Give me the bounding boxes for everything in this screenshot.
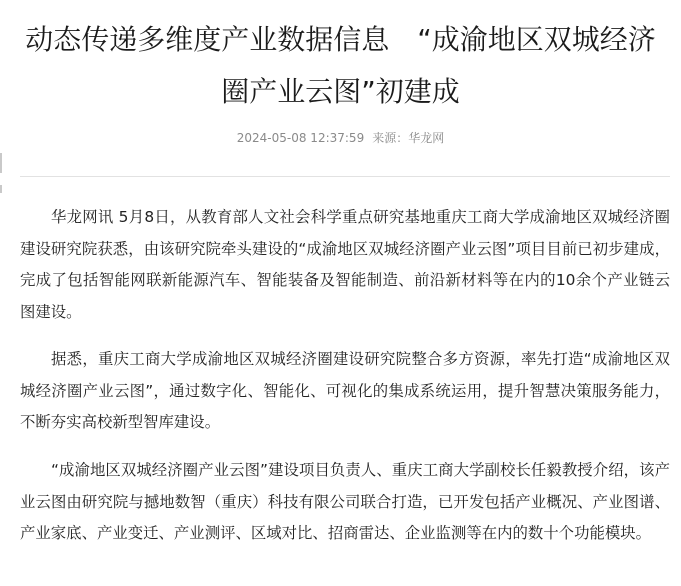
article-meta [0, 128, 681, 148]
source-name[interactable]: 华龙网 [408, 131, 445, 145]
meta-divider [20, 176, 670, 177]
article-paragraph: 据悉，重庆工商大学成渝地区双城经济圈建设研究院整合多方资源，率先打造“成渝地区双城经济圈产业云图”，通过数字化、智能化、可视化的集成系统运用，提升智慧决策服务能力，不断夯实高校新型智库建设。 [20, 350, 670, 431]
source-label: 来源： [372, 131, 409, 145]
article-paragraph: 华龙网讯 5月8日，从教育部人文社会科学重点研究基地重庆工商大学成渝地区双城经济圈建设研究院获悉，由该研究院牵头建设的“成渝地区双城经济圈产业云图”项目目前已初步建成，完成了包括智能网联新能源汽车、智能装备及智能制造、前沿新材料等在内的10余个产业链云图建设。 [20, 208, 670, 321]
article-title: 动态传递多维度产业数据信息 “成渝地区双城经济圈产业云图”初建成 [25, 23, 656, 108]
side-edge-mark [0, 185, 2, 193]
side-edge-mark [0, 153, 2, 173]
article-paragraph: “成渝地区双城经济圈产业云图”建设项目负责人、重庆工商大学副校长任毅教授介绍，该产业云图由研究院与撼地数智（重庆）科技有限公司联合打造，已开发包括产业概况、产业图谱、产业家底、产业变迁、产业测评、区域对比、招商雷达、企业监测等在内的数十个功能模块。 [20, 461, 670, 542]
publish-datetime: 2024-05-08 12:37:59 [236, 131, 365, 145]
